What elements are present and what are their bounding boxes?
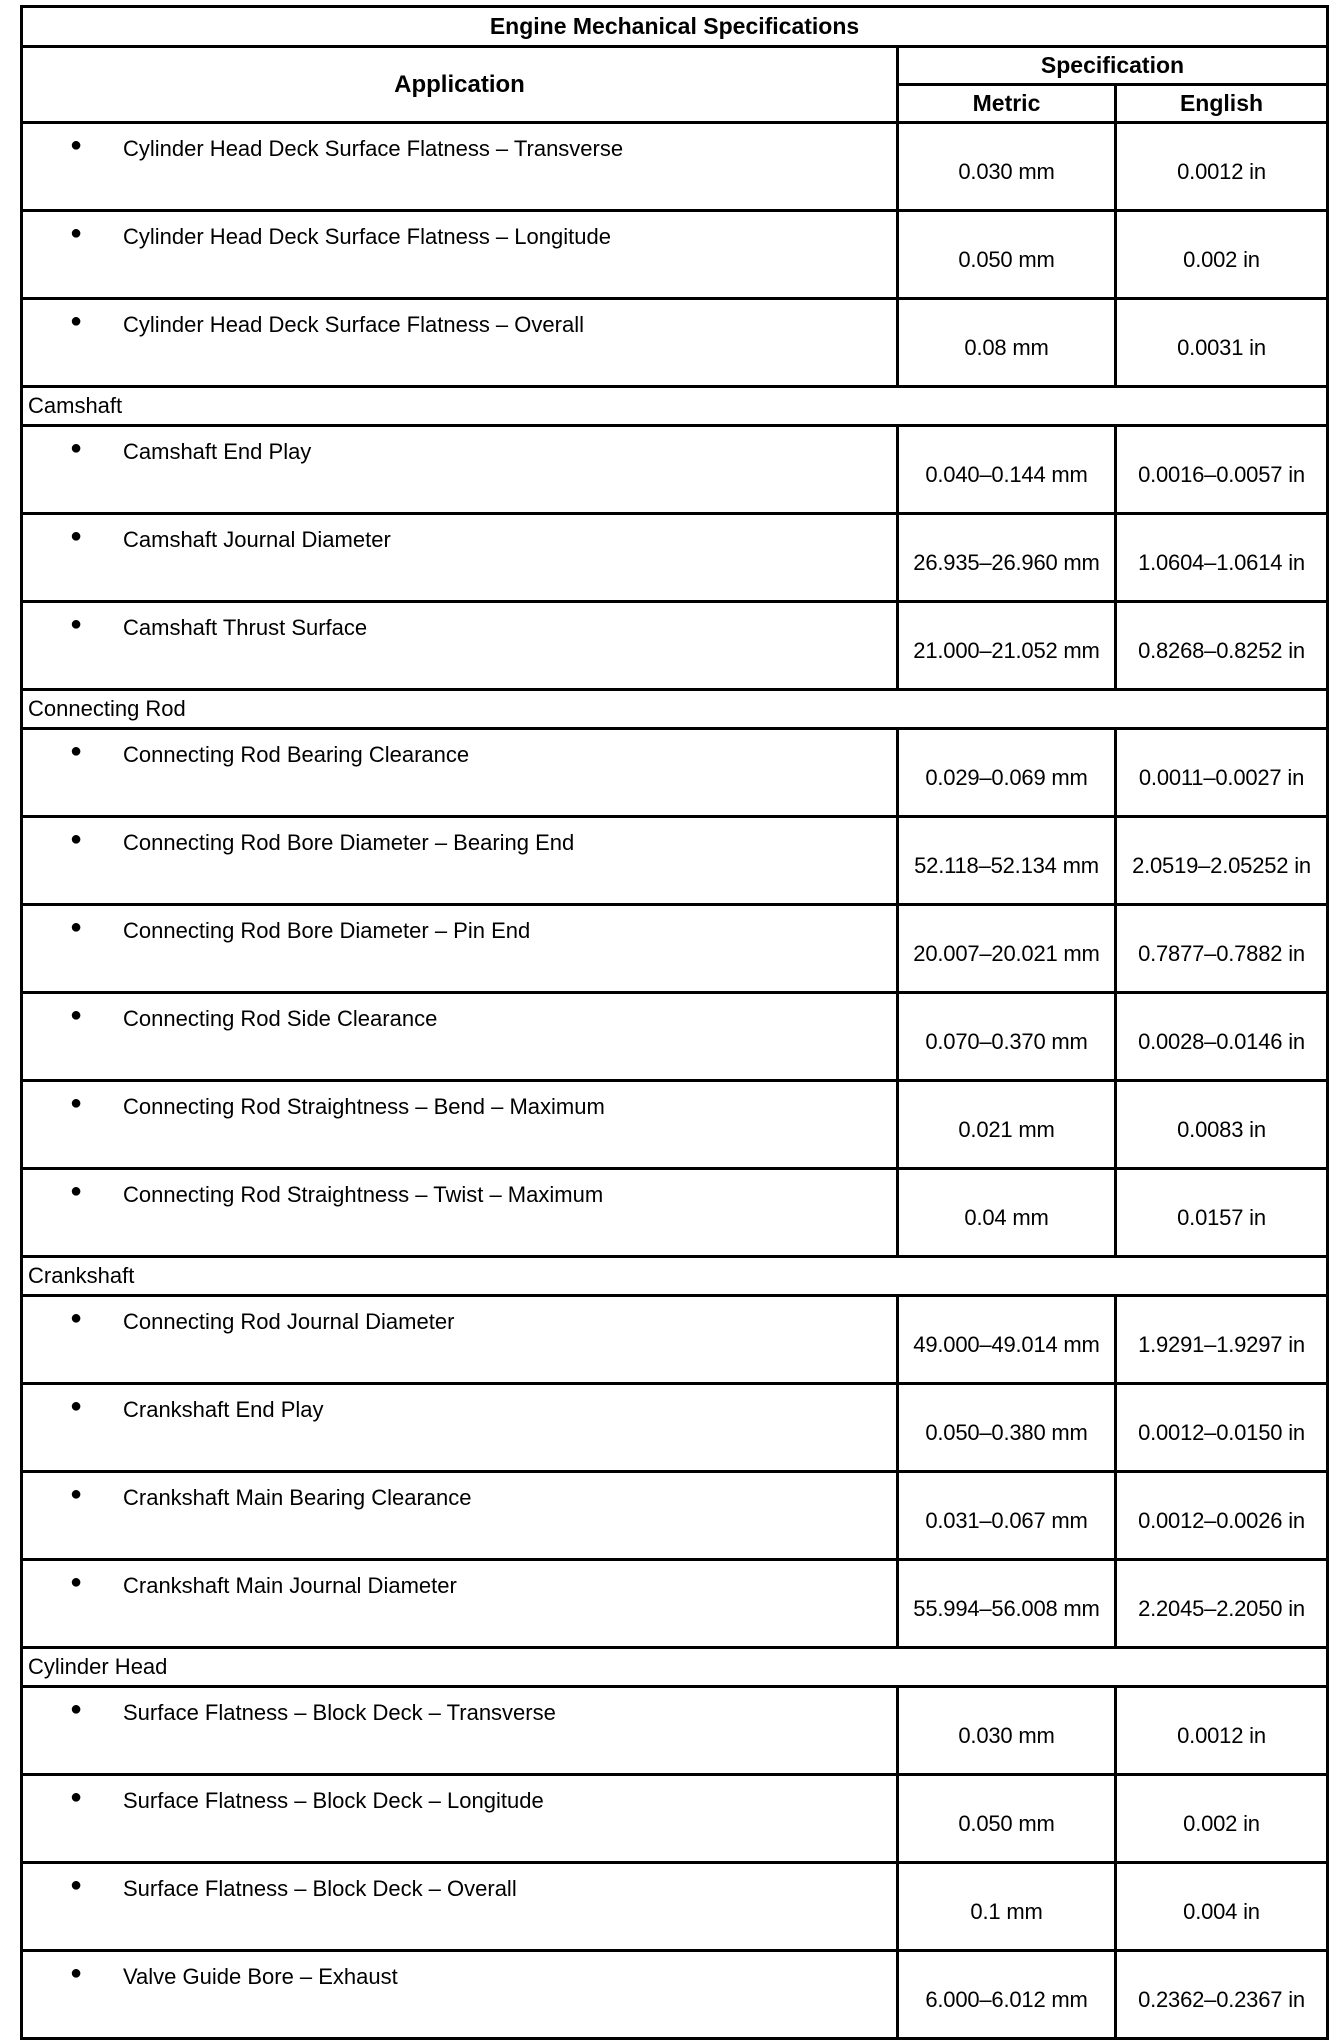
category-label: Crankshaft [22, 1257, 1328, 1296]
bullet-icon: ● [70, 740, 83, 762]
bullet-icon: ● [70, 525, 83, 547]
bullet-icon: ● [70, 1962, 83, 1984]
table-row [22, 1472, 1328, 1560]
table-row [22, 1951, 1328, 2039]
table-row [22, 1687, 1328, 1775]
metric-value: 21.000–21.052 mm [898, 602, 1116, 690]
metric-value: 0.04 mm [898, 1169, 1116, 1257]
application-label: Surface Flatness – Block Deck – Overall [123, 1876, 517, 1901]
english-value: 0.0157 in [1116, 1169, 1328, 1257]
metric-value: 55.994–56.008 mm [898, 1560, 1116, 1648]
bullet-icon: ● [70, 1180, 83, 1202]
spec-table [20, 5, 1329, 2040]
metric-value: 0.1 mm [898, 1863, 1116, 1951]
metric-value: 0.040–0.144 mm [898, 426, 1116, 514]
english-value: 0.004 in [1116, 1863, 1328, 1951]
english-value: 0.0012–0.0150 in [1116, 1384, 1328, 1472]
application-cell [22, 729, 898, 817]
table-row [22, 1775, 1328, 1863]
application-cell [22, 299, 898, 387]
metric-header: Metric [898, 85, 1116, 123]
application-label: Cylinder Head Deck Surface Flatness – Overall [123, 312, 584, 337]
bullet-icon: ● [70, 437, 83, 459]
application-label: Camshaft Journal Diameter [123, 527, 391, 552]
application-label: Crankshaft Main Bearing Clearance [123, 1485, 472, 1510]
bullet-icon: ● [70, 1874, 83, 1896]
application-label: Connecting Rod Bore Diameter – Pin End [123, 918, 531, 943]
application-label: Crankshaft Main Journal Diameter [123, 1573, 457, 1598]
table-row [22, 211, 1328, 299]
bullet-icon: ● [70, 613, 83, 635]
application-label: Connecting Rod Bore Diameter – Bearing End [123, 830, 575, 855]
category-row [22, 690, 1328, 729]
title-row [22, 7, 1328, 47]
header-row [22, 47, 1328, 85]
metric-value: 0.031–0.067 mm [898, 1472, 1116, 1560]
application-cell [22, 993, 898, 1081]
bullet-icon: ● [70, 828, 83, 850]
application-label: Connecting Rod Journal Diameter [123, 1309, 455, 1334]
category-row [22, 1648, 1328, 1687]
application-label: Connecting Rod Bearing Clearance [123, 742, 470, 767]
application-label: Camshaft End Play [123, 439, 312, 464]
category-row [22, 387, 1328, 426]
english-value: 0.0031 in [1116, 299, 1328, 387]
english-value: 0.002 in [1116, 211, 1328, 299]
application-cell [22, 1775, 898, 1863]
application-cell [22, 514, 898, 602]
bullet-icon: ● [70, 222, 83, 244]
application-label: Connecting Rod Side Clearance [123, 1006, 438, 1031]
english-value: 2.2045–2.2050 in [1116, 1560, 1328, 1648]
metric-value: 0.070–0.370 mm [898, 993, 1116, 1081]
application-cell [22, 123, 898, 211]
metric-value: 49.000–49.014 mm [898, 1296, 1116, 1384]
application-label: Valve Guide Bore – Exhaust [123, 1964, 398, 1989]
application-header: Application [22, 47, 898, 123]
english-value: 0.0083 in [1116, 1081, 1328, 1169]
table-row [22, 299, 1328, 387]
application-label: Cylinder Head Deck Surface Flatness – Transverse [123, 136, 624, 161]
category-label: Cylinder Head [22, 1648, 1328, 1687]
english-value: 0.0012 in [1116, 1687, 1328, 1775]
bullet-icon: ● [70, 1698, 83, 1720]
table-row [22, 1169, 1328, 1257]
english-value: 0.2362–0.2367 in [1116, 1951, 1328, 2039]
category-label: Camshaft [22, 387, 1328, 426]
bullet-icon: ● [70, 1786, 83, 1808]
table-row [22, 426, 1328, 514]
english-value: 0.0012–0.0026 in [1116, 1472, 1328, 1560]
application-cell [22, 602, 898, 690]
english-value: 0.0028–0.0146 in [1116, 993, 1328, 1081]
category-row [22, 1257, 1328, 1296]
application-label: Crankshaft End Play [123, 1397, 324, 1422]
application-cell [22, 905, 898, 993]
metric-value: 0.050–0.380 mm [898, 1384, 1116, 1472]
english-value: 1.0604–1.0614 in [1116, 514, 1328, 602]
metric-value: 0.08 mm [898, 299, 1116, 387]
application-cell [22, 1169, 898, 1257]
application-cell [22, 1081, 898, 1169]
application-cell [22, 211, 898, 299]
metric-value: 0.030 mm [898, 123, 1116, 211]
table-row [22, 1081, 1328, 1169]
metric-value: 26.935–26.960 mm [898, 514, 1116, 602]
table-title: Engine Mechanical Specifications [22, 7, 1328, 47]
specification-header: Specification [898, 47, 1328, 85]
application-label: Connecting Rod Straightness – Bend – Maximum [123, 1094, 605, 1119]
english-value: 0.0016–0.0057 in [1116, 426, 1328, 514]
table-row [22, 1863, 1328, 1951]
application-label: Surface Flatness – Block Deck – Longitude [123, 1788, 544, 1813]
bullet-icon: ● [70, 1092, 83, 1114]
table-row [22, 1384, 1328, 1472]
application-cell [22, 817, 898, 905]
table-row [22, 729, 1328, 817]
english-value: 0.002 in [1116, 1775, 1328, 1863]
english-value: 0.0012 in [1116, 123, 1328, 211]
table-row [22, 993, 1328, 1081]
metric-value: 0.030 mm [898, 1687, 1116, 1775]
metric-value: 6.000–6.012 mm [898, 1951, 1116, 2039]
metric-value: 52.118–52.134 mm [898, 817, 1116, 905]
spec-table-body [22, 123, 1328, 2039]
bullet-icon: ● [70, 134, 83, 156]
table-row [22, 514, 1328, 602]
metric-value: 20.007–20.021 mm [898, 905, 1116, 993]
english-value: 0.8268–0.8252 in [1116, 602, 1328, 690]
application-label: Surface Flatness – Block Deck – Transverse [123, 1700, 556, 1725]
table-row [22, 817, 1328, 905]
bullet-icon: ● [70, 1395, 83, 1417]
metric-value: 0.029–0.069 mm [898, 729, 1116, 817]
bullet-icon: ● [70, 916, 83, 938]
table-row [22, 1296, 1328, 1384]
metric-value: 0.050 mm [898, 211, 1116, 299]
application-cell [22, 1296, 898, 1384]
application-cell [22, 1951, 898, 2039]
application-cell [22, 426, 898, 514]
table-row [22, 123, 1328, 211]
bullet-icon: ● [70, 310, 83, 332]
application-cell [22, 1384, 898, 1472]
table-row [22, 905, 1328, 993]
bullet-icon: ● [70, 1483, 83, 1505]
application-cell [22, 1863, 898, 1951]
application-label: Camshaft Thrust Surface [123, 615, 368, 640]
table-row [22, 1560, 1328, 1648]
bullet-icon: ● [70, 1571, 83, 1593]
bullet-icon: ● [70, 1307, 83, 1329]
english-value: 0.7877–0.7882 in [1116, 905, 1328, 993]
english-header: English [1116, 85, 1328, 123]
application-cell [22, 1687, 898, 1775]
english-value: 2.0519–2.05252 in [1116, 817, 1328, 905]
bullet-icon: ● [70, 1004, 83, 1026]
english-value: 0.0011–0.0027 in [1116, 729, 1328, 817]
table-row [22, 602, 1328, 690]
application-cell [22, 1472, 898, 1560]
metric-value: 0.021 mm [898, 1081, 1116, 1169]
metric-value: 0.050 mm [898, 1775, 1116, 1863]
application-label: Cylinder Head Deck Surface Flatness – Longitude [123, 224, 611, 249]
english-value: 1.9291–1.9297 in [1116, 1296, 1328, 1384]
category-label: Connecting Rod [22, 690, 1328, 729]
application-label: Connecting Rod Straightness – Twist – Maximum [123, 1182, 604, 1207]
application-cell [22, 1560, 898, 1648]
